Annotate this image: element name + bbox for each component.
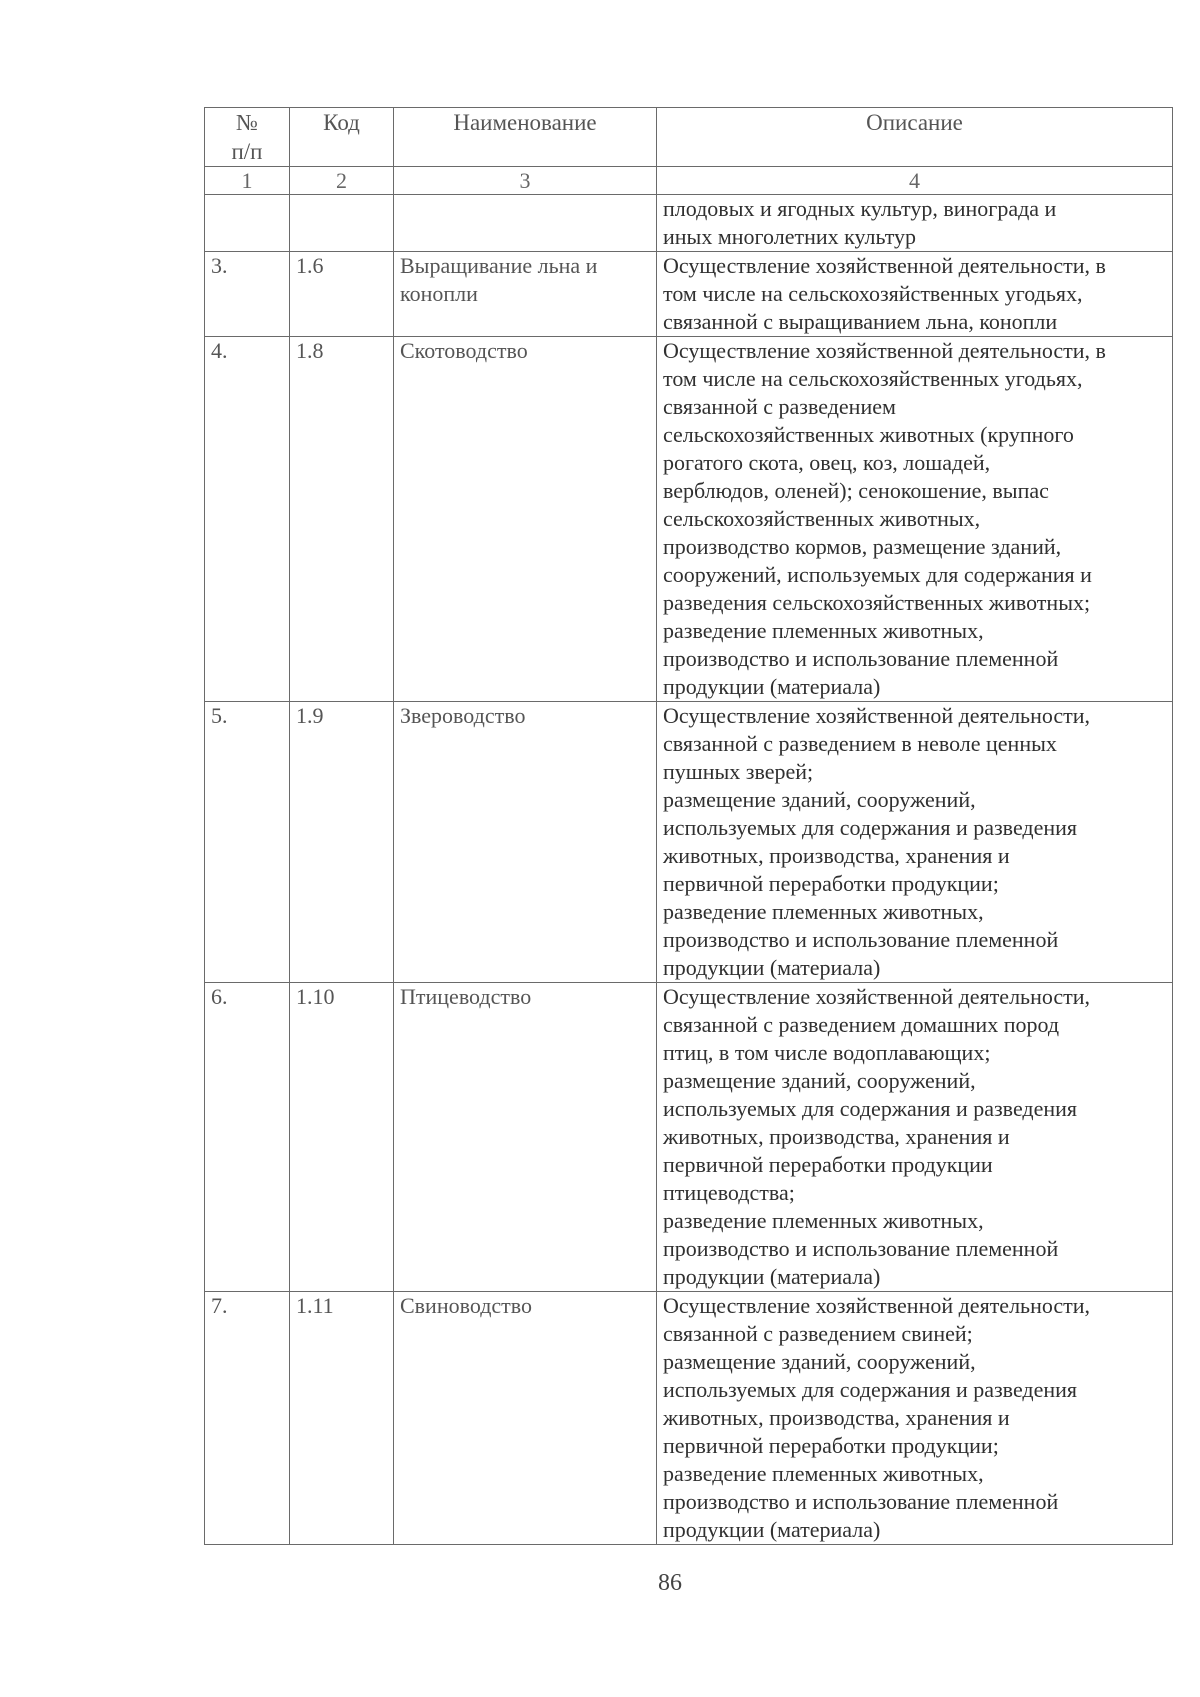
table-row	[205, 983, 1173, 1292]
row-description	[657, 702, 1173, 983]
row-description-line: размещение зданий, сооружений,	[663, 1068, 976, 1093]
row-description-line: пушных зверей;	[663, 759, 814, 784]
row-code: 1.10	[290, 983, 394, 1292]
header-number-sub-label: п/п	[231, 139, 263, 164]
row-description-line: связанной с разведением свиней;	[663, 1321, 973, 1346]
row-description	[657, 195, 1173, 252]
header-number	[205, 108, 290, 167]
row-code: 1.8	[290, 337, 394, 702]
column-number-1: 1	[205, 167, 290, 195]
table-row	[205, 1292, 1173, 1545]
row-description	[657, 337, 1173, 702]
row-description-line: Осуществление хозяйственной деятельности,	[663, 984, 1091, 1009]
row-description-line: продукции (материала)	[663, 1517, 881, 1542]
row-description-line: том числе на сельскохозяйственных угодьях,	[663, 281, 1083, 306]
table-row	[205, 195, 1173, 252]
row-number	[205, 195, 290, 252]
column-number-4: 4	[657, 167, 1173, 195]
page-number: 86	[658, 1570, 682, 1596]
row-description-line: используемых для содержания и разведения	[663, 1377, 1078, 1402]
row-description-line: продукции (материала)	[663, 955, 881, 980]
row-number: 7.	[205, 1292, 290, 1545]
column-number-3: 3	[394, 167, 657, 195]
row-description-line: производство и использование племенной	[663, 646, 1059, 671]
row-description-line: продукции (материала)	[663, 1264, 881, 1289]
table-header-row	[205, 108, 1173, 167]
row-description-line: используемых для содержания и разведения	[663, 815, 1078, 840]
row-code	[290, 195, 394, 252]
header-code: Код	[290, 108, 394, 167]
row-description-line: Осуществление хозяйственной деятельности, в	[663, 253, 1106, 278]
row-description-line: связанной с разведением в неволе ценных	[663, 731, 1057, 756]
row-description-line: Осуществление хозяйственной деятельности,	[663, 703, 1091, 728]
row-description-line: сельскохозяйственных животных (крупного	[663, 422, 1074, 447]
row-description-line: разведение племенных животных,	[663, 1208, 984, 1233]
row-description-line: продукции (материала)	[663, 674, 881, 699]
row-description-line: животных, производства, хранения и	[663, 1405, 1010, 1430]
row-name: Птицеводство	[394, 983, 657, 1292]
row-description-line: производство и использование племенной	[663, 1236, 1059, 1261]
row-description-line: размещение зданий, сооружений,	[663, 787, 976, 812]
row-description-line: птиц, в том числе водоплавающих;	[663, 1040, 991, 1065]
row-description-line: сооружений, используемых для содержания и	[663, 562, 1092, 587]
row-description-line: животных, производства, хранения и	[663, 843, 1010, 868]
row-description-line: Осуществление хозяйственной деятельности, в	[663, 338, 1106, 363]
row-name-line: Выращивание льна и	[400, 253, 598, 278]
row-description-line: разведения сельскохозяйственных животных;	[663, 590, 1091, 615]
row-description-line: разведение племенных животных,	[663, 899, 984, 924]
row-description-line: рогатого скота, овец, коз, лошадей,	[663, 450, 991, 475]
row-description-line: иных многолетних культур	[663, 224, 917, 249]
row-description	[657, 983, 1173, 1292]
row-description-line: первичной переработки продукции	[663, 1152, 993, 1177]
header-number-label: №	[236, 110, 258, 135]
row-name-line: конопли	[400, 281, 478, 306]
table-body	[205, 195, 1173, 1545]
row-description-line: производство и использование племенной	[663, 927, 1059, 952]
table-row	[205, 702, 1173, 983]
row-description-line: том числе на сельскохозяйственных угодьях,	[663, 366, 1083, 391]
header-name: Наименование	[394, 108, 657, 167]
row-description	[657, 252, 1173, 337]
row-number: 6.	[205, 983, 290, 1292]
row-description-line: связанной с разведением домашних пород	[663, 1012, 1060, 1037]
row-name	[394, 252, 657, 337]
row-description-line: верблюдов, оленей); сенокошение, выпас	[663, 478, 1049, 503]
row-description-line: первичной переработки продукции;	[663, 1433, 999, 1458]
row-name: Звероводство	[394, 702, 657, 983]
row-description-line: разведение племенных животных,	[663, 618, 984, 643]
row-description-line: производство и использование племенной	[663, 1489, 1059, 1514]
header-description: Описание	[657, 108, 1173, 167]
row-description-line: разведение племенных животных,	[663, 1461, 984, 1486]
row-description-line: плодовых и ягодных культур, винограда и	[663, 196, 1057, 221]
column-number-row	[205, 167, 1173, 195]
row-description-line: первичной переработки продукции;	[663, 871, 999, 896]
row-name: Скотоводство	[394, 337, 657, 702]
row-description-line: сельскохозяйственных животных,	[663, 506, 981, 531]
row-description-line: производство кормов, размещение зданий,	[663, 534, 1062, 559]
row-code: 1.9	[290, 702, 394, 983]
row-description-line: размещение зданий, сооружений,	[663, 1349, 976, 1374]
row-description-line: птицеводства;	[663, 1180, 795, 1205]
row-description-line: Осуществление хозяйственной деятельности,	[663, 1293, 1091, 1318]
row-description-line: животных, производства, хранения и	[663, 1124, 1010, 1149]
row-number: 4.	[205, 337, 290, 702]
table-row	[205, 337, 1173, 702]
row-description	[657, 1292, 1173, 1545]
row-name	[394, 195, 657, 252]
table-row	[205, 252, 1173, 337]
row-description-line: используемых для содержания и разведения	[663, 1096, 1078, 1121]
row-description-line: связанной с выращиванием льна, конопли	[663, 309, 1058, 334]
row-code: 1.11	[290, 1292, 394, 1545]
row-number: 5.	[205, 702, 290, 983]
row-name: Свиноводство	[394, 1292, 657, 1545]
row-code: 1.6	[290, 252, 394, 337]
row-number: 3.	[205, 252, 290, 337]
column-number-2: 2	[290, 167, 394, 195]
row-description-line: связанной с разведением	[663, 394, 896, 419]
land-use-classifier-table	[204, 107, 1173, 1545]
